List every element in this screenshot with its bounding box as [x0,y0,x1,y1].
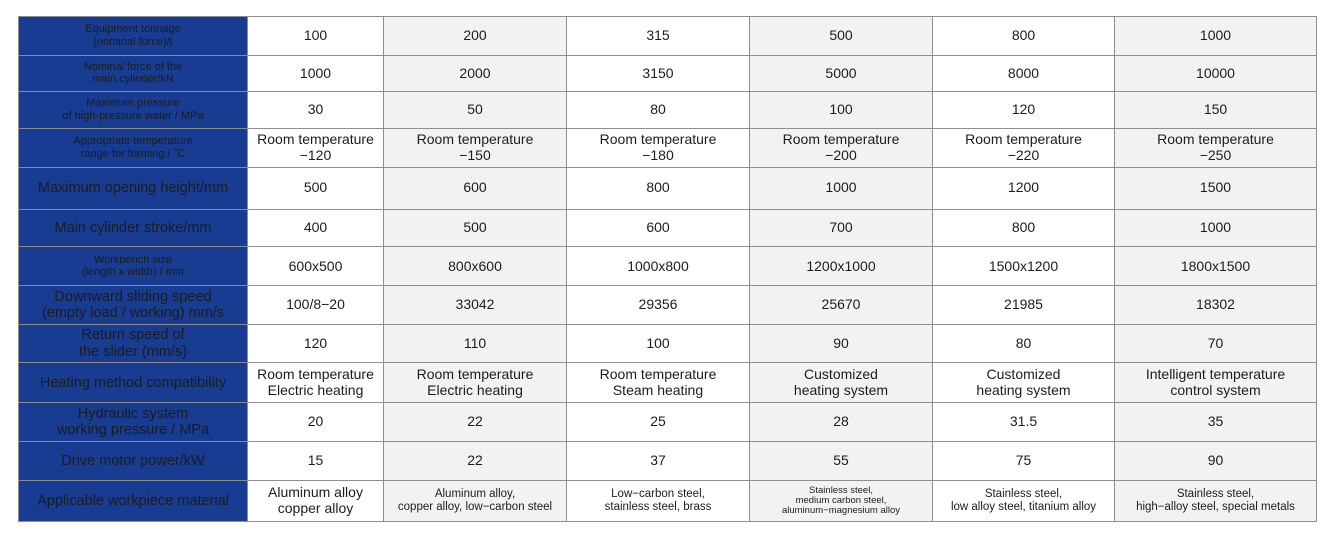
table-cell [1115,363,1317,403]
row-header [19,442,248,481]
cell-line: 500 [463,219,487,236]
cell-line: 120 [1011,100,1036,117]
cell-line: copper alloy [277,499,354,516]
row-header-line: Nominal force of the [83,60,183,73]
cell-line: Customized [986,365,1061,382]
cell-line: −220 [1007,146,1040,163]
cell-line: Low−carbon steel, [611,488,705,501]
table-cell [567,247,750,286]
table-cell [1115,128,1317,167]
cell-line: Room temperature [416,130,534,147]
table-cell [248,442,384,481]
cell-line: 1200 [1007,179,1040,196]
cell-line: Room temperature [257,365,374,382]
spec-table-body [19,17,1317,522]
table-cell [750,55,933,91]
row-header-line: Applicable workpiece material [37,492,229,509]
row-header-line: range for forming / ˚C [80,147,186,160]
table-cell [567,55,750,91]
table-cell [750,325,933,363]
table-cell [1115,403,1317,442]
cell-line: 25 [650,413,666,430]
table-cell [248,17,384,56]
cell-line: Aluminum alloy, [434,488,516,501]
cell-line: 31.5 [1009,413,1038,430]
table-cell [567,209,750,247]
table-cell [248,209,384,247]
table-cell [750,91,933,128]
cell-line: 500 [829,27,853,44]
cell-line: 35 [1207,413,1224,430]
table-cell [384,325,567,363]
cell-line: 30 [307,100,324,117]
table-cell [248,325,384,363]
table-cell [567,286,750,325]
table-cell [1115,480,1317,521]
table-cell [567,128,750,167]
cell-line: Room temperature [965,130,1082,147]
cell-line: 800 [646,179,670,196]
table-cell [567,325,750,363]
cell-line: 29356 [638,296,678,313]
row-header [19,55,248,91]
row-header-line: the slider (mm/s) [79,343,187,360]
row-header [19,128,248,167]
table-cell [1115,17,1317,56]
cell-line: 33042 [455,296,495,313]
table-cell [933,128,1115,167]
table-cell [248,363,384,403]
table-cell [384,128,567,167]
row-header [19,167,248,209]
cell-line: 1000 [1199,219,1232,236]
cell-line: 28 [833,413,849,430]
cell-line: 150 [1203,100,1228,117]
row-header-line: Return speed of [81,327,185,344]
cell-line: low alloy steel, titanium alloy [950,500,1097,513]
cell-line: 2000 [459,64,491,81]
table-cell [750,442,933,481]
cell-line: Room temperature [1157,130,1274,147]
table-cell [750,247,933,286]
table-cell [933,480,1115,521]
cell-line: 600x500 [288,257,343,274]
table-cell [384,247,567,286]
table-cell [248,91,384,128]
table-row [19,128,1317,167]
cell-line: 1500x1200 [988,257,1059,274]
cell-line: 18302 [1196,296,1235,313]
table-row [19,480,1317,521]
table-cell [1115,325,1317,363]
cell-line: 1000 [299,64,332,81]
table-cell [384,209,567,247]
row-header-line: of high-pressure water / MPa [62,109,204,122]
cell-line: Aluminum alloy [268,484,363,501]
table-cell [384,480,567,521]
table-cell [384,167,567,209]
row-header-line: Main cylinder stroke/mm [54,219,212,236]
table-cell [248,55,384,91]
cell-line: Room temperature [257,130,374,147]
table-cell [750,128,933,167]
table-cell [248,167,384,209]
cell-line: 90 [1207,452,1224,469]
cell-line: 21985 [1004,296,1043,313]
table-cell [567,442,750,481]
table-row [19,363,1317,403]
cell-line: Room temperature [599,365,717,382]
table-cell [1115,442,1317,481]
table-cell [384,55,567,91]
table-cell [384,403,567,442]
cell-line: −250 [1199,146,1232,163]
table-row [19,286,1317,325]
row-header [19,209,248,247]
cell-line: 1800x1500 [1180,257,1251,274]
row-header [19,325,248,363]
cell-line: 15 [307,452,324,469]
cell-line: 200 [463,27,487,44]
cell-line: 50 [467,100,483,117]
cell-line: 70 [1207,334,1224,351]
cell-line: heating system [793,381,889,398]
cell-line: 800x600 [448,257,502,274]
table-cell [384,363,567,403]
table-cell [248,480,384,521]
cell-line: 100/8−20 [286,296,345,313]
table-cell [750,480,933,521]
row-header-line: Hydraulic system [77,405,189,422]
cell-line: 110 [463,334,487,351]
cell-line: 1500 [1199,179,1232,196]
row-header-line: working pressure / MPa [56,422,210,439]
table-cell [750,363,933,403]
row-header [19,91,248,128]
table-cell [1115,91,1317,128]
row-header-line: Drive motor power/kW [61,452,205,469]
row-header-line: main cylinder/kN [92,73,174,86]
table-cell [567,91,750,128]
table-cell [933,91,1115,128]
cell-line: Stainless steel, [984,488,1063,501]
table-row [19,91,1317,128]
cell-line: 600 [463,179,487,196]
cell-line: 8000 [1007,64,1040,81]
table-row [19,442,1317,481]
table-cell [567,17,750,56]
row-header-line: Equipment tonnage [85,23,181,36]
cell-line: stainless steel, brass [604,500,712,513]
row-header [19,480,248,521]
cell-line: 20 [307,413,324,430]
table-cell [1115,167,1317,209]
cell-line: 400 [303,219,328,236]
row-header-line: (empty load / working) mm/s [41,305,225,322]
cell-line: Stainless steel, [1176,488,1255,501]
table-cell [933,167,1115,209]
row-header-line: Downward sliding speed [54,289,212,306]
table-cell [1115,286,1317,325]
cell-line: 80 [1015,334,1032,351]
cell-line: aluminum−magnesium alloy [781,504,900,516]
cell-line: 100 [829,100,853,117]
cell-line: 75 [1015,452,1032,469]
cell-line: −120 [299,146,332,163]
table-row [19,167,1317,209]
table-cell [933,17,1115,56]
table-cell [1115,247,1317,286]
table-cell [1115,55,1317,91]
row-header-line: (length x width) / mm [81,266,185,279]
cell-line: 10000 [1196,64,1235,81]
cell-line: 1000x800 [627,257,689,274]
cell-line: Room temperature [599,130,717,147]
row-header-line: Maximum opening height/mm [37,179,229,196]
table-cell [384,286,567,325]
cell-line: 1000 [825,179,857,196]
cell-line: Room temperature [782,130,900,147]
cell-line: 500 [303,179,328,196]
table-cell [750,209,933,247]
table-cell [933,286,1115,325]
cell-line: 315 [646,27,670,44]
table-cell [384,442,567,481]
table-cell [567,403,750,442]
cell-line: 1000 [1199,27,1232,44]
cell-line: 1200x1000 [806,257,876,274]
cell-line: 3150 [642,64,674,81]
table-cell [384,91,567,128]
cell-line: 120 [303,334,328,351]
cell-line: 22 [467,452,483,469]
table-cell [933,442,1115,481]
cell-line: −200 [825,146,857,163]
cell-line: Electric heating [267,381,364,398]
table-cell [567,167,750,209]
cell-line: −180 [642,146,674,163]
row-header [19,363,248,403]
table-cell [933,325,1115,363]
cell-line: 800 [1011,219,1036,236]
table-cell [933,403,1115,442]
cell-line: 25670 [821,296,861,313]
table-row [19,403,1317,442]
table-cell [750,167,933,209]
row-header-line: Maximum pressure [86,97,180,110]
table-cell [750,286,933,325]
table-row [19,209,1317,247]
table-row [19,55,1317,91]
table-cell [567,480,750,521]
table-cell [933,363,1115,403]
cell-line: 800 [1011,27,1036,44]
cell-line: −150 [459,146,491,163]
row-header [19,403,248,442]
cell-line: high−alloy steel, special metals [1136,500,1295,513]
table-cell [1115,209,1317,247]
row-header-line: (nominal force)/t [93,35,173,48]
cell-line: control system [1170,381,1261,398]
cell-line: 80 [650,100,666,117]
table-cell [933,247,1115,286]
cell-line: Intelligent temperature [1145,365,1286,382]
row-header [19,17,248,56]
cell-line: Steam heating [612,381,704,398]
table-cell [933,55,1115,91]
spec-table [18,16,1317,522]
cell-line: 5000 [825,64,857,81]
table-cell [248,128,384,167]
cell-line: Customized [804,365,878,382]
cell-line: copper alloy, low−carbon steel [397,500,553,513]
cell-line: medium carbon steel, [795,494,887,506]
cell-line: heating system [976,381,1071,398]
cell-line: 55 [833,452,849,469]
cell-line: 100 [646,334,670,351]
cell-line: 600 [646,219,670,236]
table-cell [248,286,384,325]
row-header-line: Heating method compatibility [39,374,227,391]
cell-line: 22 [467,413,483,430]
table-row [19,17,1317,56]
table-cell [567,363,750,403]
row-header-line: Workbench size [93,253,173,266]
cell-line: 100 [303,27,328,44]
table-row [19,325,1317,363]
row-header-line: Appropriate temperature [73,134,193,147]
table-cell [248,247,384,286]
table-cell [384,17,567,56]
table-row [19,247,1317,286]
table-cell [750,17,933,56]
cell-line: 90 [833,334,849,351]
row-header [19,247,248,286]
cell-line: Electric heating [427,381,523,398]
cell-line: Stainless steel, [809,485,873,497]
table-cell [750,403,933,442]
cell-line: 700 [829,219,853,236]
row-header [19,286,248,325]
table-cell [933,209,1115,247]
cell-line: 37 [650,452,666,469]
table-cell [248,403,384,442]
cell-line: Room temperature [416,365,534,382]
